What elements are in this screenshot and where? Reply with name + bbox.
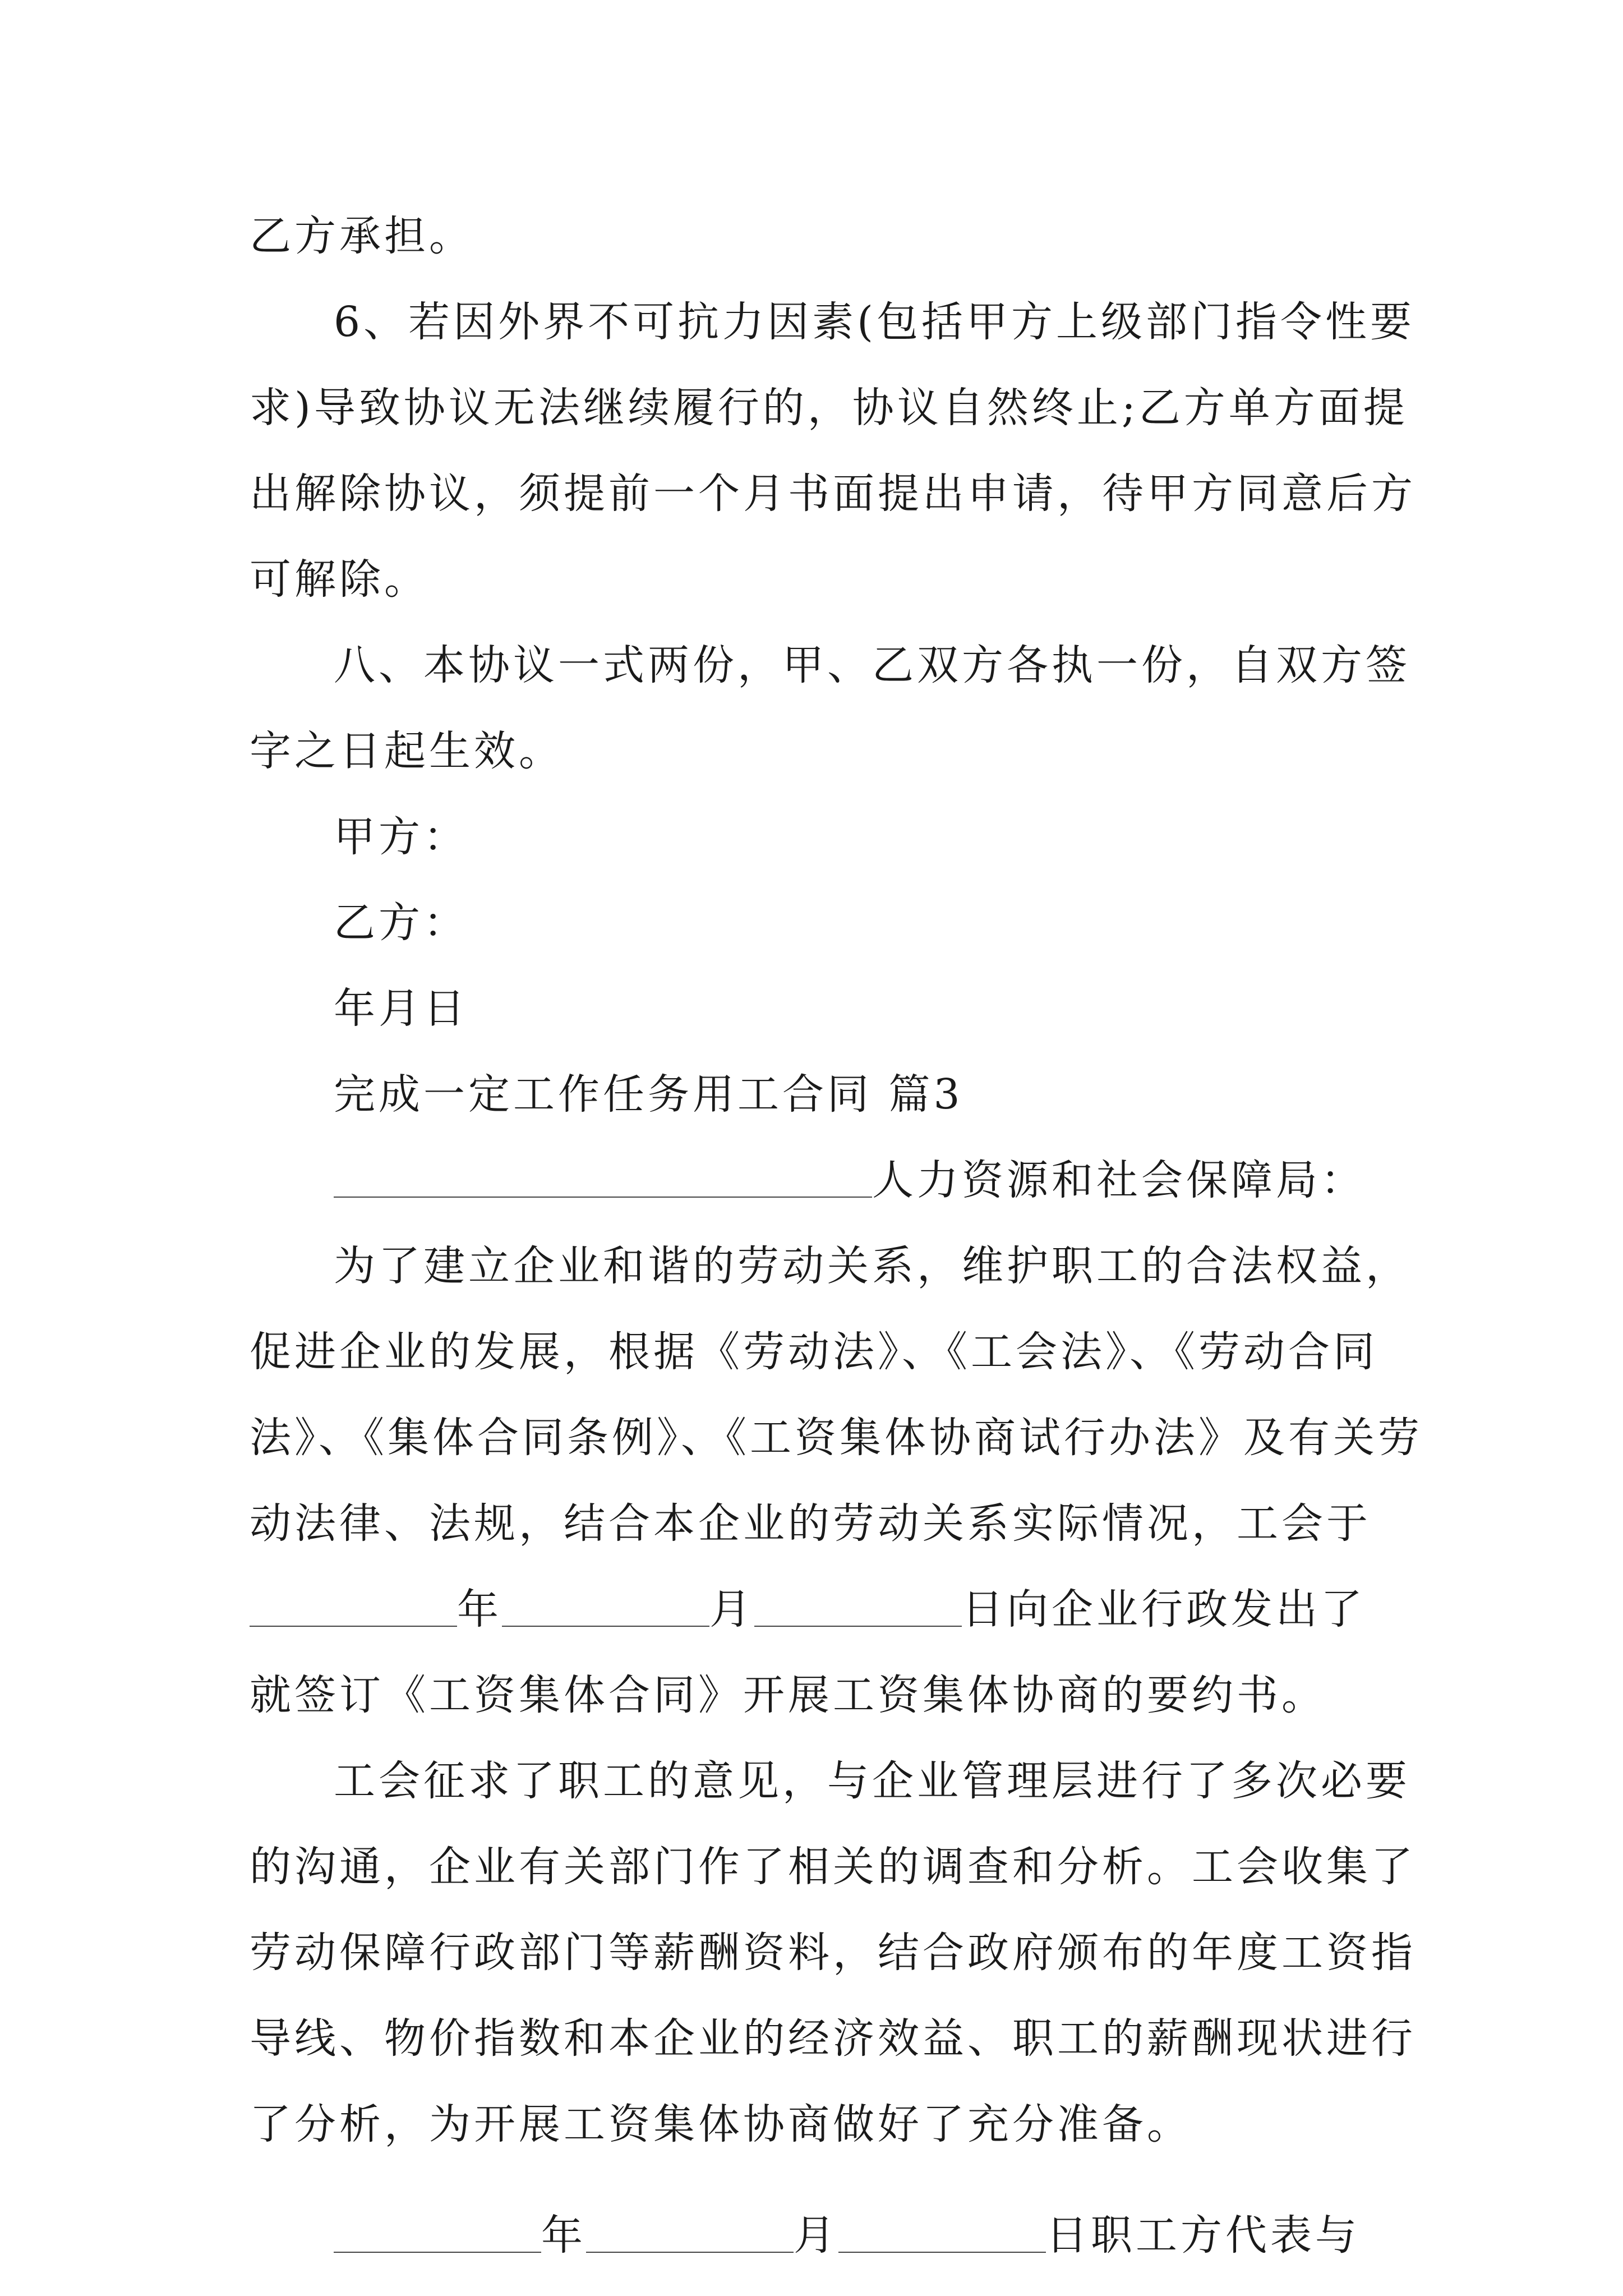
paragraph-preparation — [250, 1738, 1416, 2168]
blank-field — [838, 2210, 1046, 2253]
blank-field — [250, 1584, 457, 1627]
text-line: 的沟通，企业有关部门作了相关的调查和分析。工会收集了 — [250, 1843, 1416, 1891]
blank-field — [754, 1584, 962, 1627]
text-line: 八、本协议一式两份，甲、乙双方各执一份，自双方签 — [334, 641, 1410, 689]
document-body — [250, 194, 1423, 2279]
text-line: 了分析，为开展工资集体协商做好了充分准备。 — [250, 2100, 1192, 2148]
text-line: 乙方： — [334, 899, 468, 947]
addressee-text: 人力资源和社会保障局： — [872, 1156, 1366, 1204]
paragraph-date-offer — [250, 1567, 1382, 1738]
month-label: 月 — [709, 1585, 754, 1634]
text-line: 年月日 — [334, 984, 468, 1033]
text-line: 法》、《集体合同条例》、《工资集体协商试行办法》及有关劳 — [250, 1414, 1423, 1462]
paragraph-date-representative — [250, 2193, 1382, 2279]
addressee-line — [250, 1138, 1382, 1223]
text-line: 完成一定工作任务用工合同 篇3 — [334, 1070, 963, 1119]
year-label: 年 — [457, 1585, 502, 1634]
text-line: 动法律、法规，结合本企业的劳动关系实际情况，工会于 — [250, 1499, 1371, 1548]
text-line: 促进企业的发展，根据《劳动法》、《工会法》、《劳动合同 — [250, 1328, 1378, 1376]
blank-field — [586, 2210, 794, 2253]
party-b-label — [250, 880, 1382, 966]
blank-field — [334, 2210, 541, 2253]
text-line: 字之日起生效。 — [250, 727, 564, 775]
text-line: 乙方承担。 — [250, 212, 474, 260]
paragraph-continuation — [250, 194, 1382, 279]
section-heading — [250, 1052, 1382, 1138]
text-line: 6、若因外界不可抗力因素(包括甲方上级部门指令性要 — [334, 298, 1415, 346]
paragraph-purpose — [250, 1223, 1423, 1567]
month-label: 月 — [794, 2211, 838, 2260]
text-line: 导线、物价指数和本企业的经济效益、职工的薪酬现状进行 — [250, 2014, 1416, 2063]
text-line: 为了建立企业和谐的劳动关系，维护职工的合法权益， — [334, 1242, 1410, 1290]
paragraph-clause-6 — [250, 279, 1416, 623]
year-label: 年 — [541, 2211, 586, 2260]
date-label — [250, 966, 1382, 1052]
text-line: 出解除协议，须提前一个月书面提出申请，待甲方同意后方 — [250, 470, 1416, 518]
paragraph-clause-8 — [250, 623, 1410, 794]
text-fragment: 日向企业行政发出了 — [962, 1585, 1366, 1634]
text-line: 求)导致协议无法继续履行的，协议自然终止;乙方单方面提 — [250, 384, 1408, 432]
text-line: 就签订《工资集体合同》开展工资集体协商的要约书。 — [250, 1671, 1326, 1719]
blank-field — [334, 1155, 872, 1198]
text-fragment: 日职工方代表与 — [1046, 2211, 1360, 2260]
text-line: 工会征求了职工的意见，与企业管理层进行了多次必要 — [334, 1757, 1410, 1805]
text-line: 可解除。 — [250, 555, 429, 604]
party-a-label — [250, 794, 1382, 880]
text-line: 甲方： — [334, 813, 468, 861]
blank-field — [502, 1584, 709, 1627]
text-line: 劳动保障行政部门等薪酬资料，结合政府颁布的年度工资指 — [250, 1929, 1416, 1977]
